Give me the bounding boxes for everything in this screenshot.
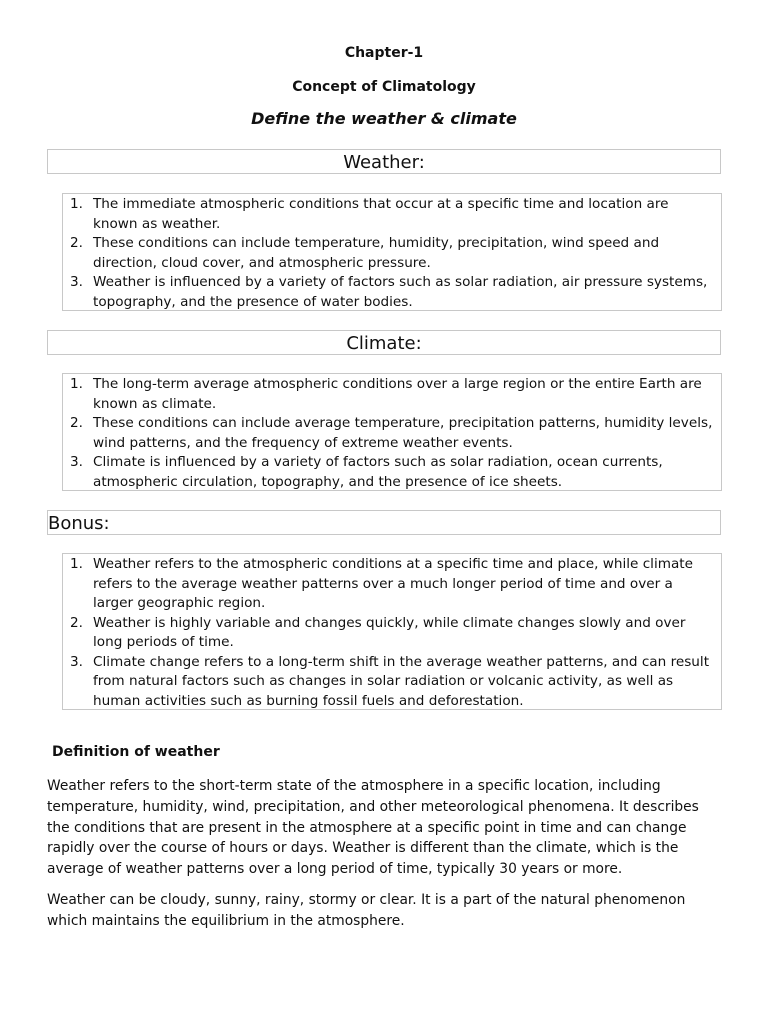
bonus-heading-box [47, 510, 721, 535]
list-item: 2. Weather is highly variable and changes quickly, while climate changes slowly and over long periods of time. [70, 614, 686, 650]
bonus-heading: Bonus: [48, 513, 110, 534]
climate-list [70, 375, 715, 492]
list-item: 1. The immediate atmospheric conditions that occur at a specific time and location are known as weather. [70, 196, 669, 232]
list-item: 1. The long-term average atmospheric conditions over a large region or the entire Earth are known as climate. [70, 376, 702, 412]
list-item: 2. These conditions can include temperature, humidity, precipitation, wind speed and direction, cloud cover, and atmospheric pressure. [70, 235, 660, 271]
definition-heading: Definition of weather [52, 744, 220, 760]
bonus-list [70, 555, 715, 711]
weather-list-box [62, 193, 722, 311]
bonus-list-box [62, 553, 722, 710]
weather-list [70, 195, 715, 312]
definition-paragraph-1: Weather refers to the short-term state of the atmosphere in a specific location, including temperature, humidity, wind, precipitation, and other meteorological phenomena. It describes the conditions that are present in the atmosphere at a specific point in time and can change rapidly over the course of hours or days. Weather is different than the climate, which is the average of weather patterns over a long period of time, typically 30 years or more. [47, 778, 699, 878]
section-title: Define the weather & climate [251, 109, 517, 128]
weather-heading-box [47, 149, 721, 174]
list-item: 3. Climate change refers to a long-term shift in the average weather patterns, and can result from natural factors such as changes in solar radiation or volcanic activity, as well as human activities such as burning fossil fuels and deforestation. [70, 653, 710, 709]
list-item: 1. Weather refers to the atmospheric conditions at a specific time and place, while climate refers to the average weather patterns over a much longer period of time and over a larger geographic region. [70, 556, 693, 611]
climate-heading: Climate: [346, 333, 422, 354]
chapter-label: Chapter-1 [344, 45, 424, 61]
climate-heading-box [47, 330, 721, 355]
chapter-title: Concept of Climatology [292, 79, 476, 95]
definition-paragraph-2: Weather can be cloudy, sunny, rainy, stormy or clear. It is a part of the natural phenomenon which maintains the equilibrium in the atmosphere. [47, 892, 686, 929]
climate-list-box [62, 373, 722, 491]
list-item: 3. Weather is influenced by a variety of factors such as solar radiation, air pressure systems, topography, and the presence of water bodies. [70, 274, 708, 310]
list-item: 2. These conditions can include average temperature, precipitation patterns, humidity levels, wind patterns, and the frequency of extreme weather events. [70, 415, 713, 451]
list-item: 3. Climate is influenced by a variety of factors such as solar radiation, ocean currents, atmospheric circulation, topography, and the presence of ice sheets. [70, 454, 663, 490]
weather-heading: Weather: [343, 152, 425, 173]
